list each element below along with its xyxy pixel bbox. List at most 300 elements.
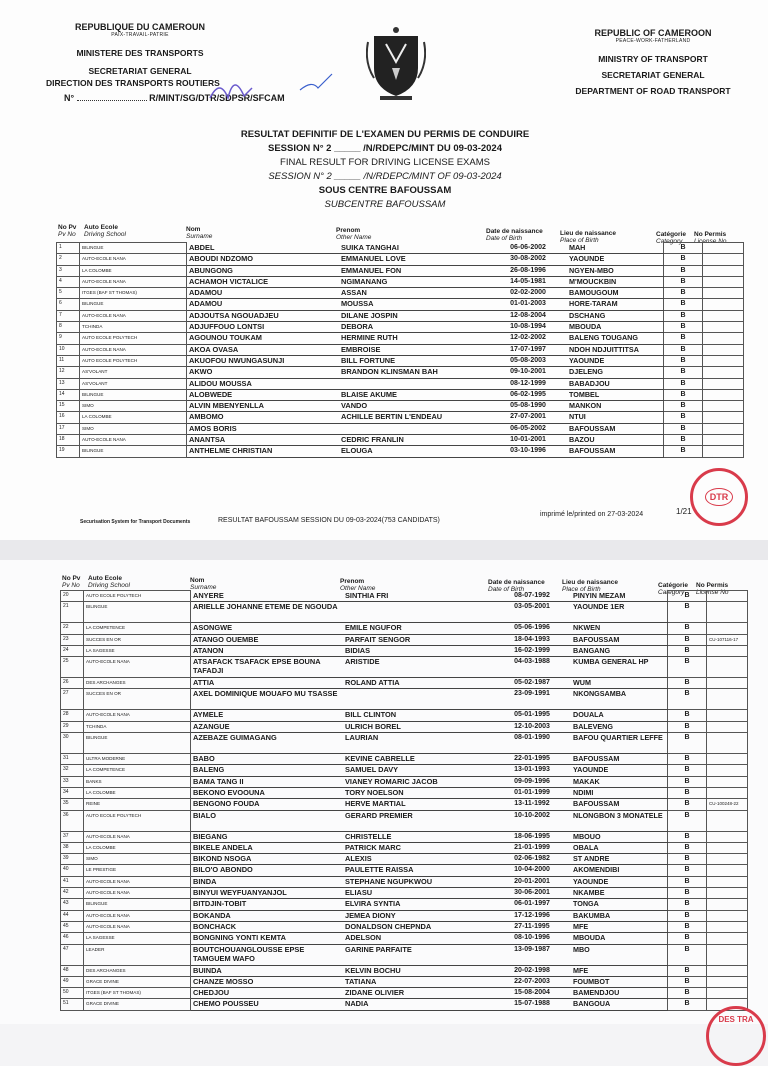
cell-nom: BABO xyxy=(191,754,344,765)
cell-dob: 03-10-1996 xyxy=(489,446,567,457)
cell-lieu: YAOUNDE xyxy=(567,355,664,366)
ref-suffix: R/MINT/SG/DTR/SDPSR/SFCAM xyxy=(149,93,285,103)
cell-school: TCHINDA xyxy=(80,322,187,333)
cell-dob: 26-08-1996 xyxy=(489,265,567,276)
cell-lic xyxy=(707,776,748,787)
cell-lieu: BAFOUSSAM xyxy=(571,634,668,645)
cell-dob: 05-08-1990 xyxy=(489,401,567,412)
table-row xyxy=(61,710,748,721)
cell-nom: BAMA TANG II xyxy=(191,776,344,787)
cell-nom: AKUOFOU NWUNGASUNJI xyxy=(187,355,340,366)
col-school-2: Auto Ecole Driving School xyxy=(88,575,130,589)
table-row xyxy=(61,810,748,831)
cell-prenom: EMMANUEL LOVE xyxy=(339,254,489,265)
cell-nom: ASONGWE xyxy=(191,623,344,634)
cell-nom: ABUNGONG xyxy=(187,265,340,276)
cell-prenom: MOUSSA xyxy=(339,299,489,310)
cell-no: 40 xyxy=(61,865,84,876)
title-fr: RESULTAT DEFINITIF DE L'EXAMEN DU PERMIS DE CONDUIRE xyxy=(240,129,530,140)
cell-prenom: BIDIAS xyxy=(343,645,493,656)
cell-prenom: ROLAND ATTIA xyxy=(343,678,493,689)
security-footer: Securisation System for Transport Documents xyxy=(80,519,191,525)
cell-no: 14 xyxy=(57,389,80,400)
cell-dob: 20-01-2001 xyxy=(493,876,571,887)
cell-prenom: ELIASU xyxy=(343,888,493,899)
table-row xyxy=(61,634,748,645)
cell-school: AUTO-ECOLE NANA xyxy=(80,344,187,355)
table-row xyxy=(61,999,748,1010)
cell-prenom: EMBROISE xyxy=(339,344,489,355)
cell-prenom: ELVIRA SYNTIA xyxy=(343,899,493,910)
cell-cat: B xyxy=(668,976,707,987)
cell-no: 50 xyxy=(61,988,84,999)
cell-lieu: BAMOUGOUM xyxy=(567,288,664,299)
cell-dob: 04-03-1988 xyxy=(493,657,571,678)
cell-lieu: OBALA xyxy=(571,842,668,853)
cell-lic xyxy=(703,344,744,355)
col-category: Catégorie Category xyxy=(656,231,686,245)
cell-cat: B xyxy=(668,787,707,798)
cell-school: SUCCES EN OR xyxy=(84,689,191,710)
table-row xyxy=(57,423,744,434)
cell-prenom xyxy=(339,423,489,434)
cell-no: 15 xyxy=(57,401,80,412)
cell-nom: BUINDA xyxy=(191,965,344,976)
cell-lic xyxy=(703,333,744,344)
col-place-2: Lieu de naissance Place of Birth xyxy=(562,579,618,593)
cell-school: REINE xyxy=(84,799,191,810)
cell-cat: B xyxy=(664,446,703,457)
cell-nom: BIEGANG xyxy=(191,831,344,842)
cell-prenom: BILL CLINTON xyxy=(343,710,493,721)
table-row xyxy=(61,799,748,810)
cell-prenom: BILL FORTUNE xyxy=(339,355,489,366)
cell-lieu: NGYEN-MBO xyxy=(567,265,664,276)
cell-lic xyxy=(707,921,748,932)
coat-of-arms-icon xyxy=(366,22,426,102)
cell-school: GRACE DIVINE xyxy=(84,976,191,987)
cell-lic xyxy=(703,412,744,423)
cell-school: BILINGUE xyxy=(80,299,187,310)
cell-lieu: YAOUNDE xyxy=(571,876,668,887)
cell-cat: B xyxy=(664,333,703,344)
cell-lieu: BAFOU QUARTIER LEFFE xyxy=(571,733,668,754)
cell-lic: CU-100248-22 xyxy=(707,799,748,810)
cell-lieu: BABADJOU xyxy=(567,378,664,389)
cell-lic xyxy=(703,254,744,265)
cell-dob: 06-06-2002 xyxy=(489,243,567,254)
cell-lieu: KUMBA GENERAL HP xyxy=(571,657,668,678)
cell-lieu: BANGOUA xyxy=(571,999,668,1010)
cell-prenom: SAMUEL DAVY xyxy=(343,765,493,776)
cell-cat: B xyxy=(664,288,703,299)
cell-no: 30 xyxy=(61,733,84,754)
cell-prenom: JEMEA DIONY xyxy=(343,910,493,921)
table-row xyxy=(61,591,748,602)
cell-no: 18 xyxy=(57,435,80,446)
cell-prenom: KELVIN BOCHU xyxy=(343,965,493,976)
cell-lic xyxy=(707,810,748,831)
cell-lieu: MBOUO xyxy=(571,831,668,842)
cell-lieu: YAOUNDE 1ER xyxy=(571,602,668,623)
cell-cat: B xyxy=(668,921,707,932)
cell-lieu: MBOUDA xyxy=(567,322,664,333)
table-row xyxy=(61,721,748,732)
cell-no: 37 xyxy=(61,831,84,842)
cell-no: 36 xyxy=(61,810,84,831)
cell-no: 25 xyxy=(61,657,84,678)
cell-school: LE PRESTIGE xyxy=(84,865,191,876)
cell-nom: AYMELE xyxy=(191,710,344,721)
cell-dob: 01-01-2003 xyxy=(489,299,567,310)
table-row xyxy=(61,888,748,899)
cell-no: 32 xyxy=(61,765,84,776)
cell-lic xyxy=(703,367,744,378)
cell-school: LA COLOMBE xyxy=(80,265,187,276)
subcentre-en: SUBCENTRE BAFOUSSAM xyxy=(324,199,446,210)
cell-cat: B xyxy=(664,265,703,276)
cell-cat: B xyxy=(664,435,703,446)
table-row xyxy=(57,310,744,321)
cell-nom: BINYUI WEYFUANYANJOL xyxy=(191,888,344,899)
cell-school: AUTO-ECOLE NANA xyxy=(80,254,187,265)
cell-prenom: PAULETTE RAISSA xyxy=(343,865,493,876)
cell-nom: ADAMOU xyxy=(187,288,340,299)
cell-lieu: DSCHANG xyxy=(567,310,664,321)
cell-prenom: VANDO xyxy=(339,401,489,412)
table-row xyxy=(57,355,744,366)
cell-school: SIMO xyxy=(80,401,187,412)
cell-cat: B xyxy=(668,634,707,645)
cell-cat: B xyxy=(668,591,707,602)
cell-lic xyxy=(703,265,744,276)
cell-dob: 08-07-1992 xyxy=(493,591,571,602)
cell-prenom xyxy=(339,378,489,389)
cell-lieu: MBOUDA xyxy=(571,933,668,944)
cell-nom: AKOA OVASA xyxy=(187,344,340,355)
stamp2-label: DES TRA xyxy=(718,1015,754,1024)
cell-school: ULTRA MODERNE xyxy=(84,754,191,765)
table-row xyxy=(61,645,748,656)
page-gap xyxy=(0,540,768,560)
cell-lic xyxy=(703,310,744,321)
cell-lieu: BALENG TOUGANG xyxy=(567,333,664,344)
cell-school: BILINGUE xyxy=(84,602,191,623)
table-row xyxy=(57,401,744,412)
result-footer: RESULTAT BAFOUSSAM SESSION DU 09-03-2024(753 CANDIDATS) xyxy=(218,517,440,524)
cell-prenom: VIANEY ROMARIC JACOB xyxy=(343,776,493,787)
cell-prenom: TATIANA xyxy=(343,976,493,987)
cell-dob: 21-01-1999 xyxy=(493,842,571,853)
cell-lic xyxy=(707,865,748,876)
cell-cat: B xyxy=(668,910,707,921)
ref-prefix: N° xyxy=(64,93,75,103)
cell-dob: 01-01-1999 xyxy=(493,787,571,798)
cell-school: LA COLOMBE xyxy=(84,842,191,853)
cell-school: BILINGUE xyxy=(84,899,191,910)
cell-no: 43 xyxy=(61,899,84,910)
cell-lieu: BALEVENG xyxy=(571,721,668,732)
ref-blank xyxy=(77,100,147,101)
cell-prenom: ADELSON xyxy=(343,933,493,944)
results-table-page-2 xyxy=(60,590,748,1011)
cell-nom: CHANZE MOSSO xyxy=(191,976,344,987)
cell-school: LA COLOMBE xyxy=(80,412,187,423)
cell-prenom: ULRICH BOREL xyxy=(343,721,493,732)
cell-dob: 12-10-2003 xyxy=(493,721,571,732)
cell-school: BANKS xyxy=(84,776,191,787)
cell-nom: BOUTCHOUANGLOUSSE EPSE TAMGUEM WAFO xyxy=(191,944,344,965)
cell-prenom: ASSAN xyxy=(339,288,489,299)
cell-cat: B xyxy=(668,623,707,634)
cell-cat: B xyxy=(664,299,703,310)
cell-lic xyxy=(707,965,748,976)
cell-no: 21 xyxy=(61,602,84,623)
cell-dob: 30-06-2001 xyxy=(493,888,571,899)
cell-lieu: BAKUMBA xyxy=(571,910,668,921)
cell-prenom: EMMANUEL FON xyxy=(339,265,489,276)
cell-prenom xyxy=(343,689,493,710)
cell-cat: B xyxy=(664,243,703,254)
cell-lic xyxy=(703,243,744,254)
cell-school: LEADER xyxy=(84,944,191,965)
cell-nom: AMBOMO xyxy=(187,412,340,423)
cell-cat: B xyxy=(668,999,707,1010)
table-row xyxy=(61,876,748,887)
cell-no: 24 xyxy=(61,645,84,656)
right-country: REPUBLIC OF CAMEROON xyxy=(594,28,712,38)
cell-nom: BEKONO EVOOUNA xyxy=(191,787,344,798)
table-row xyxy=(57,344,744,355)
cell-cat: B xyxy=(668,842,707,853)
col-surname: Nom Surname xyxy=(186,226,213,240)
cell-lieu: NKWEN xyxy=(571,623,668,634)
cell-prenom: EMILE NGUFOR xyxy=(343,623,493,634)
table-row xyxy=(61,733,748,754)
cell-lic xyxy=(707,733,748,754)
cell-dob: 05-06-1996 xyxy=(493,623,571,634)
table-row xyxy=(61,776,748,787)
cell-lieu: BAFOUSSAM xyxy=(567,423,664,434)
cell-school: BILINGUE xyxy=(80,446,187,457)
cell-lieu: NLONGBON 3 MONATELE xyxy=(571,810,668,831)
cell-school: BILINGUE xyxy=(84,733,191,754)
cell-lieu: BAFOUSSAM xyxy=(571,799,668,810)
left-ministry: MINISTERE DES TRANSPORTS xyxy=(76,48,204,58)
table-row xyxy=(57,412,744,423)
cell-no: 49 xyxy=(61,976,84,987)
cell-school: ITGES (BAF ST THOMAS) xyxy=(84,988,191,999)
table-row xyxy=(57,265,744,276)
cell-prenom: LAURIAN xyxy=(343,733,493,754)
table-row xyxy=(57,288,744,299)
cell-no: 16 xyxy=(57,412,80,423)
session-fr: SESSION N° 2 _____ /N/RDEPC/MINT DU 09-03-2024 xyxy=(268,143,502,154)
cell-school: LA SAGESSE xyxy=(84,933,191,944)
cell-lic xyxy=(707,842,748,853)
cell-lieu: BAMENDJOU xyxy=(571,988,668,999)
cell-cat: B xyxy=(668,776,707,787)
cell-prenom: BLAISE AKUME xyxy=(339,389,489,400)
cell-prenom: ZIDANE OLIVIER xyxy=(343,988,493,999)
cell-prenom: ACHILLE BERTIN L'ENDEAU xyxy=(339,412,489,423)
cell-school: AUTO ECOLE POLYTECH xyxy=(80,355,187,366)
cell-lic xyxy=(707,602,748,623)
cell-lic xyxy=(707,765,748,776)
table-row xyxy=(61,965,748,976)
cell-school: LA COMPETENCE xyxy=(84,765,191,776)
cell-dob: 13-09-1987 xyxy=(493,944,571,965)
cell-dob: 13-01-1993 xyxy=(493,765,571,776)
page-number: 1/21 xyxy=(676,507,692,516)
cell-nom: BILO'O ABONDO xyxy=(191,865,344,876)
col-dob-2: Date de naissance Date of Birth xyxy=(488,579,545,593)
cell-prenom: STEPHANE NGUPKWOU xyxy=(343,876,493,887)
cell-lic xyxy=(707,976,748,987)
cell-no: 46 xyxy=(61,933,84,944)
cell-dob: 10-08-1994 xyxy=(489,322,567,333)
cell-cat: B xyxy=(668,988,707,999)
cell-lieu: DOUALA xyxy=(571,710,668,721)
cell-no: 10 xyxy=(57,344,80,355)
cell-cat: B xyxy=(668,799,707,810)
cell-nom: ALIDOU MOUSSA xyxy=(187,378,340,389)
cell-lic xyxy=(707,944,748,965)
table-row xyxy=(61,842,748,853)
cell-school: AUTO-ECOLE NANA xyxy=(84,876,191,887)
cell-dob: 22-01-1995 xyxy=(493,754,571,765)
cell-prenom: PARFAIT SENGOR xyxy=(343,634,493,645)
col-dob: Date de naissance Date of Birth xyxy=(486,228,543,242)
cell-school: AUTO-ECOLE NANA xyxy=(84,831,191,842)
table-row xyxy=(61,976,748,987)
cell-lic xyxy=(707,787,748,798)
cell-lic xyxy=(707,899,748,910)
cell-school: AUTO-ECOLE NANA xyxy=(80,435,187,446)
cell-cat: B xyxy=(668,944,707,965)
cell-cat: B xyxy=(668,602,707,623)
cell-school: LA COLOMBE xyxy=(84,787,191,798)
cell-cat: B xyxy=(664,355,703,366)
cell-dob: 27-11-1995 xyxy=(493,921,571,932)
cell-nom: ATANGO OUEMBE xyxy=(191,634,344,645)
cell-prenom: ALEXIS xyxy=(343,854,493,865)
col-category-2: Catégorie Category xyxy=(658,582,688,596)
cell-dob: 08-01-1990 xyxy=(493,733,571,754)
cell-school: AUTO-ECOLE NANA xyxy=(84,710,191,721)
cell-no: 47 xyxy=(61,944,84,965)
cell-lieu: NKONGSAMBA xyxy=(571,689,668,710)
cell-no: 41 xyxy=(61,876,84,887)
cell-lic xyxy=(707,721,748,732)
table-row xyxy=(61,657,748,678)
cell-lieu: BANGANG xyxy=(571,645,668,656)
cell-nom: BIALO xyxy=(191,810,344,831)
cell-cat: B xyxy=(668,933,707,944)
cell-prenom xyxy=(343,602,493,623)
cell-prenom: ELOUGA xyxy=(339,446,489,457)
cell-dob: 17-07-1997 xyxy=(489,344,567,355)
cell-dob: 10-10-2002 xyxy=(493,810,571,831)
results-table-page-1 xyxy=(56,242,744,458)
cell-nom: CHEMO POUSSEU xyxy=(191,999,344,1010)
cell-nom: ANTHELME CHRISTIAN xyxy=(187,446,340,457)
cell-lic xyxy=(707,854,748,865)
cell-no: 27 xyxy=(61,689,84,710)
cell-prenom: GARINE PARFAITE xyxy=(343,944,493,965)
cell-lic xyxy=(703,322,744,333)
cell-no: 51 xyxy=(61,999,84,1010)
cell-nom: BONCHACK xyxy=(191,921,344,932)
cell-school: LA COMPETENCE xyxy=(84,623,191,634)
cell-lic xyxy=(707,645,748,656)
cell-nom: ADJUFFOUO LONTSI xyxy=(187,322,340,333)
cell-no: 23 xyxy=(61,634,84,645)
cell-no: 38 xyxy=(61,842,84,853)
cell-lic xyxy=(707,657,748,678)
col-school: Auto Ecole Driving School xyxy=(84,224,126,238)
cell-school: AUTO-ECOLE NANA xyxy=(80,276,187,287)
cell-lieu: M'MOUCKBIN xyxy=(567,276,664,287)
table-row xyxy=(57,322,744,333)
cell-lic xyxy=(707,933,748,944)
cell-prenom: NGIMANANG xyxy=(339,276,489,287)
cell-no: 29 xyxy=(61,721,84,732)
cell-nom: BENGONO FOUDA xyxy=(191,799,344,810)
table-row xyxy=(61,988,748,999)
cell-school: AUTO ECOLE POLYTECH xyxy=(80,333,187,344)
col-license: No Permis License No xyxy=(694,231,727,245)
right-header xyxy=(568,28,738,96)
cell-cat: B xyxy=(668,754,707,765)
cell-no: 17 xyxy=(57,423,80,434)
cell-lieu: MBO xyxy=(571,944,668,965)
col-no-2: No Pv Pv No xyxy=(62,575,81,589)
cell-school: DES ARCHANGES xyxy=(84,965,191,976)
printed-date: imprimé le/printed on 27-03-2024 xyxy=(540,511,644,518)
cell-nom: BITDJIN-TOBIT xyxy=(191,899,344,910)
cell-cat: B xyxy=(668,831,707,842)
cell-dob: 18-04-1993 xyxy=(493,634,571,645)
cell-school: AUTO ECOLE POLYTECH xyxy=(84,591,191,602)
cell-prenom: CHRISTELLE xyxy=(343,831,493,842)
cell-cat: B xyxy=(668,657,707,678)
cell-lieu: DJELENG xyxy=(567,367,664,378)
table-row xyxy=(61,865,748,876)
table-row xyxy=(61,602,748,623)
cell-lieu: NTUI xyxy=(567,412,664,423)
cell-no: 34 xyxy=(61,787,84,798)
cell-cat: B xyxy=(668,689,707,710)
cell-nom: BINDA xyxy=(191,876,344,887)
cell-school: BILINGUE xyxy=(80,389,187,400)
table-row xyxy=(61,921,748,932)
cell-nom: BALENG xyxy=(191,765,344,776)
table-row xyxy=(57,446,744,457)
cell-lic xyxy=(703,401,744,412)
cell-lic xyxy=(703,299,744,310)
cell-lic xyxy=(703,389,744,400)
table-row xyxy=(61,831,748,842)
cell-dob: 10-01-2001 xyxy=(489,435,567,446)
cell-cat: B xyxy=(668,854,707,865)
table-row xyxy=(57,378,744,389)
cell-no: 5 xyxy=(57,288,80,299)
cell-dob: 30-08-2002 xyxy=(489,254,567,265)
cell-lic xyxy=(703,355,744,366)
cell-nom: ATTIA xyxy=(191,678,344,689)
cell-lic xyxy=(703,288,744,299)
